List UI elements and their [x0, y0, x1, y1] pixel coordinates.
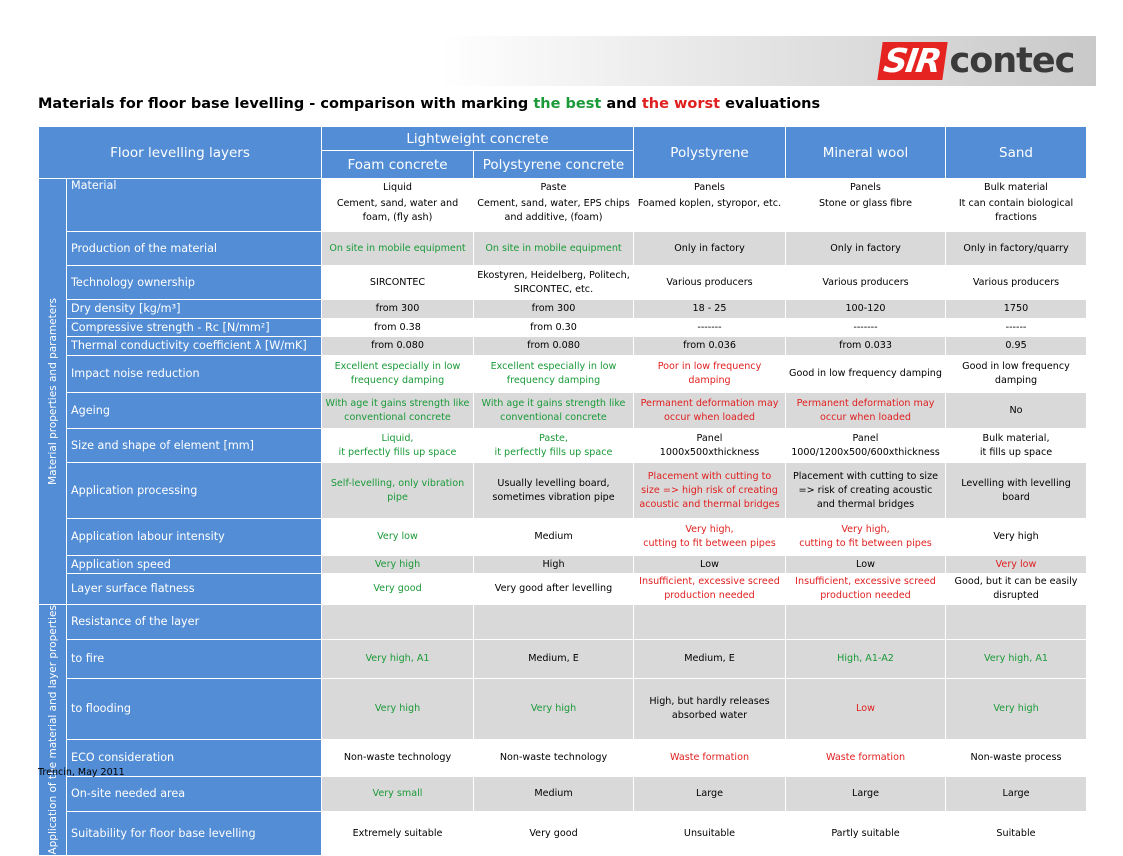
- row-label-resistance: Resistance of the layer: [67, 605, 322, 640]
- cell: Stone or glass fibre: [786, 197, 946, 232]
- cell: Panel 1000/1200x500/600xthickness: [786, 429, 946, 463]
- cell: Only in factory: [786, 232, 946, 266]
- cell: Unsuitable: [634, 812, 786, 855]
- cell: On site in mobile equipment: [322, 232, 474, 266]
- cell: Usually levelling board, sometimes vibration pipe: [474, 463, 634, 519]
- cell: from 0.036: [634, 337, 786, 356]
- row-label-impact: Impact noise reduction: [67, 356, 322, 393]
- cell: Panels: [634, 179, 786, 197]
- cell: from 0.080: [474, 337, 634, 356]
- cell: Excellent especially in low frequency damping: [322, 356, 474, 393]
- row-label-production: Production of the material: [67, 232, 322, 266]
- row-label-material: Material: [67, 179, 322, 232]
- cell: Excellent especially in low frequency damping: [474, 356, 634, 393]
- cell: Non-waste technology: [322, 740, 474, 777]
- cell: -------: [786, 319, 946, 337]
- col-header-foam-concrete: Foam concrete: [322, 151, 474, 179]
- cell: Insufficient, excessive screed production needed: [634, 574, 786, 605]
- cell: Low: [786, 556, 946, 574]
- row-label-eco: ECO consideration: [67, 740, 322, 777]
- side-label-application: Application of the material and layer properties: [39, 605, 67, 856]
- cell: With age it gains strength like conventional concrete: [474, 393, 634, 429]
- cell: Very high: [322, 679, 474, 740]
- cell: Various producers: [946, 266, 1087, 300]
- cell: Very high: [322, 556, 474, 574]
- row-label-compressive: Compressive strength - Rc [N/mm²]: [67, 319, 322, 337]
- row-label-fire: to fire: [67, 640, 322, 679]
- col-header-polystyrene-concrete: Polystyrene concrete: [474, 151, 634, 179]
- cell: Medium, E: [634, 640, 786, 679]
- cell: On site in mobile equipment: [474, 232, 634, 266]
- cell: Various producers: [786, 266, 946, 300]
- cell: Cement, sand, water and foam, (fly ash): [322, 197, 474, 232]
- cell: Very high, A1: [322, 640, 474, 679]
- cell: Low: [634, 556, 786, 574]
- cell: Insufficient, excessive screed production needed: [786, 574, 946, 605]
- cell: Placement with cutting to size => risk of creating acoustic and thermal bridges: [786, 463, 946, 519]
- cell: Very high: [946, 519, 1087, 556]
- cell: Paste, it perfectly fills up space: [474, 429, 634, 463]
- cell: Good in low frequency damping: [786, 356, 946, 393]
- cell: Very high: [946, 679, 1087, 740]
- cell: Medium: [474, 519, 634, 556]
- cell: Waste formation: [786, 740, 946, 777]
- logo-sir: SIR: [877, 42, 948, 80]
- sircontec-logo: [880, 40, 1074, 82]
- cell: Good, but it can be easily disrupted: [946, 574, 1087, 605]
- row-label-suitability: Suitability for floor base levelling: [67, 812, 322, 855]
- col-header-sand: Sand: [946, 127, 1087, 179]
- cell: Large: [786, 777, 946, 812]
- cell: No: [946, 393, 1087, 429]
- cell: High, A1-A2: [786, 640, 946, 679]
- cell: Self-levelling, only vibration pipe: [322, 463, 474, 519]
- footer-date: Trencin, May 2011: [38, 767, 125, 778]
- cell: Panel 1000x500xthickness: [634, 429, 786, 463]
- cell: from 0.033: [786, 337, 946, 356]
- cell: Good in low frequency damping: [946, 356, 1087, 393]
- cell: Very high: [474, 679, 634, 740]
- cell: from 300: [474, 300, 634, 319]
- row-label-area: On-site needed area: [67, 777, 322, 812]
- comparison-table: [38, 126, 1087, 856]
- cell: Permanent deformation may occur when loaded: [634, 393, 786, 429]
- cell: Partly suitable: [786, 812, 946, 855]
- cell: -------: [634, 319, 786, 337]
- cell: Ekostyren, Heidelberg, Politech, SIRCONTEC, etc.: [474, 266, 634, 300]
- row-label-thermal: Thermal conductivity coefficient λ [W/mK]: [67, 337, 322, 356]
- cell: Medium, E: [474, 640, 634, 679]
- cell: 100-120: [786, 300, 946, 319]
- cell: Various producers: [634, 266, 786, 300]
- row-label-labour: Application labour intensity: [67, 519, 322, 556]
- cell: 18 - 25: [634, 300, 786, 319]
- cell: Non-waste technology: [474, 740, 634, 777]
- cell: [322, 605, 474, 640]
- cell: Paste: [474, 179, 634, 197]
- title-prefix: Materials for floor base levelling - comparison with marking: [38, 96, 534, 112]
- title-and: and: [601, 96, 642, 112]
- cell: Only in factory: [634, 232, 786, 266]
- title-best: the best: [533, 96, 602, 112]
- row-label-speed: Application speed: [67, 556, 322, 574]
- cell: Very high, cutting to fit between pipes: [634, 519, 786, 556]
- group-header: Lightweight concrete: [322, 127, 634, 151]
- cell: Bulk material: [946, 179, 1087, 197]
- cell: Liquid, it perfectly fills up space: [322, 429, 474, 463]
- cell: Poor in low frequency damping: [634, 356, 786, 393]
- cell: Large: [634, 777, 786, 812]
- cell: With age it gains strength like conventional concrete: [322, 393, 474, 429]
- cell: High, but hardly releases absorbed water: [634, 679, 786, 740]
- cell: [946, 605, 1087, 640]
- cell: Very high, A1: [946, 640, 1087, 679]
- cell: 1750: [946, 300, 1087, 319]
- cell: Panels: [786, 179, 946, 197]
- row-label-flatness: Layer surface flatness: [67, 574, 322, 605]
- cell: Extremely suitable: [322, 812, 474, 855]
- cell: Suitable: [946, 812, 1087, 855]
- cell: from 0.30: [474, 319, 634, 337]
- row-label-ageing: Ageing: [67, 393, 322, 429]
- cell: It can contain biological fractions: [946, 197, 1087, 232]
- cell: Very high, cutting to fit between pipes: [786, 519, 946, 556]
- row-label-flooding: to flooding: [67, 679, 322, 740]
- cell: [634, 605, 786, 640]
- cell: Permanent deformation may occur when loaded: [786, 393, 946, 429]
- cell: Very good after levelling: [474, 574, 634, 605]
- col-header-mineral-wool: Mineral wool: [786, 127, 946, 179]
- cell: Low: [786, 679, 946, 740]
- cell: Very good: [322, 574, 474, 605]
- cell: [786, 605, 946, 640]
- cell: from 300: [322, 300, 474, 319]
- cell: from 0.080: [322, 337, 474, 356]
- cell: [474, 605, 634, 640]
- logo-contec: contec: [949, 41, 1075, 81]
- cell: Placement with cutting to size => high risk of creating acoustic and thermal bridges: [634, 463, 786, 519]
- cell: Medium: [474, 777, 634, 812]
- row-label-size: Size and shape of element [mm]: [67, 429, 322, 463]
- title-worst: the worst: [641, 96, 721, 112]
- col-header-polystyrene: Polystyrene: [634, 127, 786, 179]
- cell: Only in factory/quarry: [946, 232, 1087, 266]
- cell: SIRCONTEC: [322, 266, 474, 300]
- cell: 0.95: [946, 337, 1087, 356]
- side-label-material: Material properties and parameters: [39, 179, 67, 605]
- row-label-processing: Application processing: [67, 463, 322, 519]
- cell: Cement, sand, water, EPS chips and additive, (foam): [474, 197, 634, 232]
- cell: Levelling with levelling board: [946, 463, 1087, 519]
- page-title: [38, 96, 820, 112]
- cell: Foamed koplen, styropor, etc.: [634, 197, 786, 232]
- cell: Liquid: [322, 179, 474, 197]
- cell: Waste formation: [634, 740, 786, 777]
- corner-header: Floor levelling layers: [39, 127, 322, 179]
- cell: ------: [946, 319, 1087, 337]
- cell: Bulk material, it fills up space: [946, 429, 1087, 463]
- cell: from 0.38: [322, 319, 474, 337]
- cell: High: [474, 556, 634, 574]
- cell: Large: [946, 777, 1087, 812]
- row-label-density: Dry density [kg/m³]: [67, 300, 322, 319]
- cell: Very low: [946, 556, 1087, 574]
- cell: Very good: [474, 812, 634, 855]
- row-label-technology: Technology ownership: [67, 266, 322, 300]
- cell: Very small: [322, 777, 474, 812]
- title-suffix: evaluations: [720, 96, 821, 112]
- cell: Non-waste process: [946, 740, 1087, 777]
- cell: Very low: [322, 519, 474, 556]
